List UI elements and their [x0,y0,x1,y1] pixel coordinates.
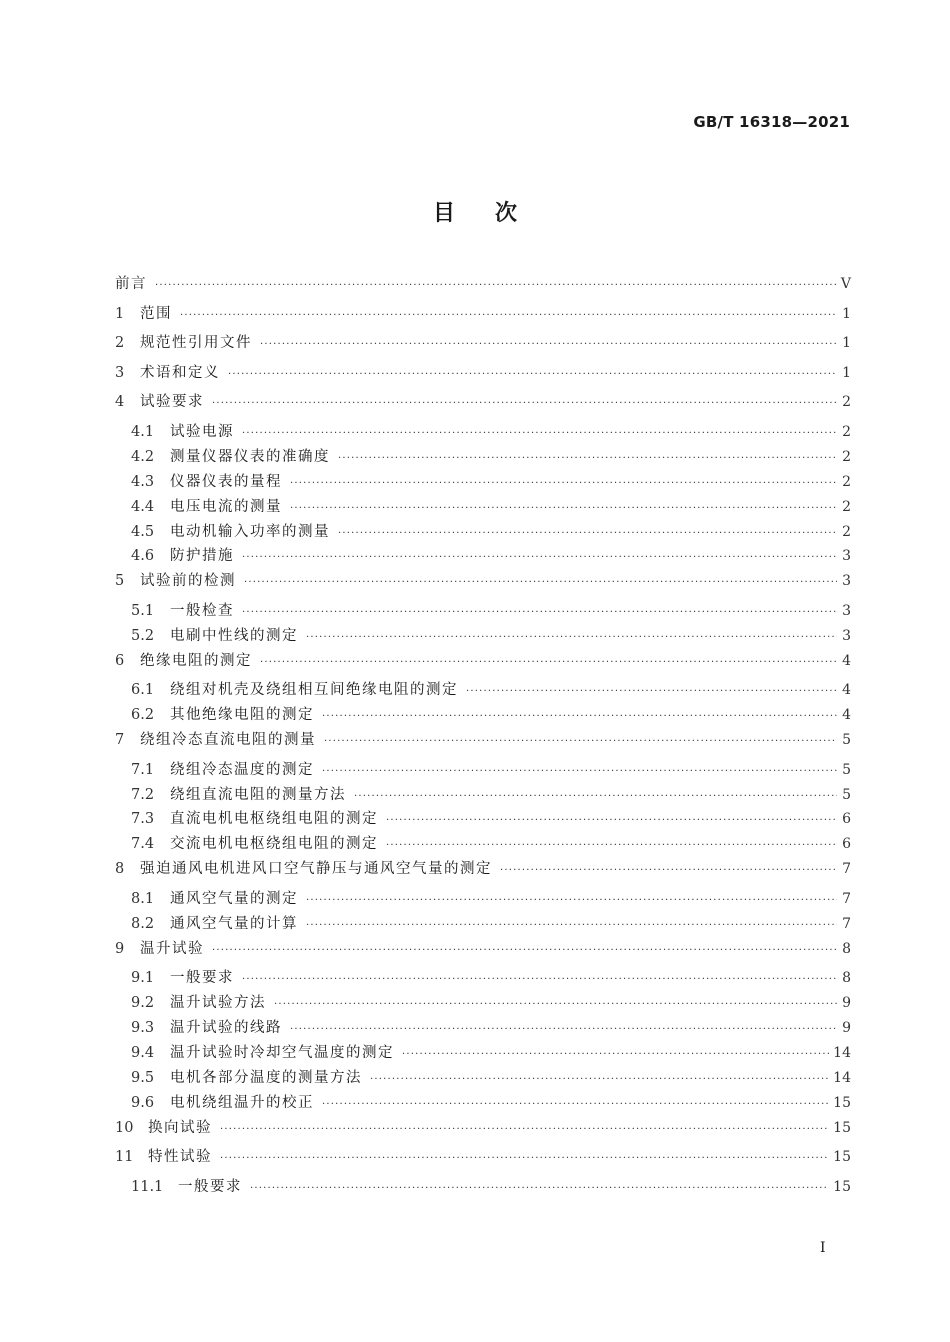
toc-entry[interactable] [115,1145,851,1175]
toc-entry[interactable] [115,569,851,599]
toc-leader-dots [155,280,837,291]
toc-entry-number: 2 [115,335,125,352]
toc-entry-number: 4.1 [131,423,155,440]
toc-leader-dots [322,711,837,722]
toc-entry-title: 电机各部分温度的测量方法 [170,1069,362,1086]
toc-leader-dots [338,453,837,464]
toc-leader-dots [180,310,837,321]
toc-entry-number: 7.2 [131,786,155,803]
toc-entry-title: 换向试验 [148,1119,212,1136]
toc-leader-dots [274,999,837,1010]
toc-entry[interactable] [115,1066,851,1091]
toc-leader-dots [242,974,837,985]
toc-leader-dots [324,736,837,747]
toc-entry-number: 9.1 [131,970,155,987]
toc-leader-dots [306,895,837,906]
toc-entry-number: 4.5 [131,523,155,540]
toc-entry-title: 一般检查 [170,602,234,619]
toc-entry[interactable] [115,470,851,495]
toc-entry-number: 9.3 [131,1019,155,1036]
toc-entry[interactable] [115,649,851,679]
toc-entry-number: 7.3 [131,811,155,828]
toc-entry[interactable] [115,420,851,445]
toc-leader-dots [290,503,837,514]
toc-entry[interactable] [115,937,851,967]
toc-entry-title: 绝缘电阻的测定 [140,652,252,669]
toc-entry-page: 15 [833,1149,851,1166]
toc-entry-page: 4 [842,707,851,724]
toc-entry-title: 电动机输入功率的测量 [170,523,330,540]
toc-entry-title: 温升试验时冷却空气温度的测定 [170,1044,394,1061]
table-of-contents [115,272,851,1200]
toc-entry-title: 仪器仪表的量程 [170,473,282,490]
toc-entry-title: 试验前的检测 [140,573,236,590]
toc-leader-dots [370,1074,829,1085]
toc-entry[interactable] [115,495,851,520]
toc-entry[interactable] [115,1175,851,1200]
toc-entry-title: 测量仪器仪表的准确度 [170,448,330,465]
toc-entry-page: 5 [842,786,851,803]
toc-entry-number: 7.4 [131,836,155,853]
toc-leader-dots [220,1124,829,1135]
toc-entry-number: 6 [115,652,125,669]
toc-leader-dots [386,840,837,851]
toc-entry-page: 14 [833,1069,851,1086]
toc-entry-page: 7 [842,890,851,907]
toc-leader-dots [242,552,837,563]
toc-entry-title: 电机绕组温升的校正 [170,1094,314,1111]
toc-leader-dots [212,398,837,409]
toc-entry-page: 5 [842,761,851,778]
toc-leader-dots [242,607,837,618]
page-title: 目次 [432,201,557,226]
toc-entry-page: Ⅴ [840,276,851,292]
toc-entry[interactable] [115,331,851,361]
toc-entry[interactable] [115,857,851,887]
toc-entry[interactable] [115,783,851,808]
toc-entry[interactable] [115,758,851,783]
toc-leader-dots [220,1153,829,1164]
toc-entry[interactable] [115,302,851,332]
toc-entry[interactable] [115,912,851,937]
toc-entry-page: 3 [842,548,851,565]
toc-entry-number: 1 [115,305,125,322]
toc-entry-page: 5 [842,732,851,749]
toc-entry[interactable] [115,361,851,391]
toc-leader-dots [338,528,837,539]
toc-entry-title: 温升试验 [140,940,204,957]
toc-entry-number: 11 [115,1149,134,1166]
toc-entry[interactable] [115,991,851,1016]
toc-entry-number: 9.5 [131,1069,155,1086]
toc-entry-page: 6 [842,811,851,828]
toc-entry-number: 4.2 [131,448,155,465]
toc-entry-title: 温升试验的线路 [170,1019,282,1036]
toc-entry-number: 4.6 [131,548,155,565]
toc-leader-dots [354,791,837,802]
toc-entry-page: 3 [842,627,851,644]
toc-entry[interactable] [115,966,851,991]
toc-entry-page: 2 [842,448,851,465]
toc-entry-title: 直流电机电枢绕组电阻的测定 [170,811,378,828]
toc-entry-number: 7 [115,732,125,749]
toc-entry[interactable] [115,599,851,624]
toc-entry-title: 绕组冷态温度的测定 [170,761,314,778]
toc-entry-number: 9.4 [131,1044,155,1061]
toc-entry-title: 规范性引用文件 [140,335,252,352]
toc-entry-number: 5.1 [131,602,155,619]
toc-entry-number: 9 [115,940,125,957]
toc-entry-page: 2 [842,498,851,515]
toc-entry-page: 7 [842,915,851,932]
toc-entry[interactable] [115,1016,851,1041]
toc-entry-page: 2 [842,523,851,540]
toc-entry[interactable] [115,807,851,832]
toc-leader-dots [466,686,837,697]
toc-entry-page: 2 [842,473,851,490]
toc-entry[interactable] [115,1091,851,1116]
toc-entry-title: 特性试验 [148,1149,212,1166]
toc-entry[interactable] [115,832,851,857]
toc-entry-number: 4.3 [131,473,155,490]
toc-leader-dots [244,577,837,588]
toc-entry-page: 1 [842,364,851,381]
toc-leader-dots [306,632,837,643]
toc-entry-number: 8 [115,861,125,878]
toc-entry-page: 7 [842,861,851,878]
toc-leader-dots [500,865,837,876]
toc-entry-title: 范围 [140,305,172,322]
toc-leader-dots [260,657,837,668]
toc-entry[interactable] [115,1116,851,1146]
toc-entry-title: 试验要求 [140,394,204,411]
toc-entry-title: 绕组直流电阻的测量方法 [170,786,346,803]
toc-entry-title: 绕组冷态直流电阻的测量 [140,732,316,749]
toc-entry-page: 15 [833,1119,851,1136]
toc-entry-title: 一般要求 [170,970,234,987]
toc-entry-page: 15 [833,1178,851,1195]
toc-entry-title: 防护措施 [170,548,234,565]
toc-entry-title: 通风空气量的计算 [170,915,298,932]
toc-entry-title: 前言 [115,276,147,292]
toc-leader-dots [306,920,837,931]
toc-entry-number: 9.2 [131,995,155,1012]
toc-entry-title: 电压电流的测量 [170,498,282,515]
toc-entry-number: 4 [115,394,125,411]
toc-entry-page: 2 [842,423,851,440]
toc-entry-number: 6.1 [131,682,155,699]
toc-entry-number: 6.2 [131,707,155,724]
toc-leader-dots [386,815,837,826]
toc-entry-title: 交流电机电枢绕组电阻的测定 [170,836,378,853]
standard-code: GB/T 16318—2021 [693,113,850,131]
toc-leader-dots [212,945,837,956]
toc-entry[interactable] [115,703,851,728]
toc-entry[interactable] [115,544,851,569]
toc-entry-page: 3 [842,573,851,590]
toc-leader-dots [322,1099,829,1110]
toc-entry-page: 9 [842,995,851,1012]
toc-leader-dots [228,369,837,380]
toc-entry[interactable] [115,1041,851,1066]
toc-leader-dots [250,1183,829,1194]
toc-entry-number: 7.1 [131,761,155,778]
toc-entry-number: 8.1 [131,890,155,907]
toc-entry-page: 4 [842,682,851,699]
toc-entry-page: 1 [842,305,851,322]
toc-entry[interactable] [115,520,851,545]
toc-entry-number: 3 [115,364,125,381]
toc-entry-page: 8 [842,940,851,957]
toc-entry-page: 6 [842,836,851,853]
toc-entry-page: 8 [842,970,851,987]
toc-entry-title: 强迫通风电机进风口空气静压与通风空气量的测定 [140,861,492,878]
toc-entry-number: 8.2 [131,915,155,932]
toc-entry-page: 15 [833,1094,851,1111]
toc-entry-number: 9.6 [131,1094,155,1111]
toc-entry-title: 一般要求 [178,1178,242,1195]
toc-entry[interactable] [115,728,851,758]
toc-entry[interactable] [115,272,851,302]
toc-leader-dots [402,1049,829,1060]
toc-entry-page: 1 [842,335,851,352]
toc-leader-dots [322,766,837,777]
toc-leader-dots [290,1024,837,1035]
toc-entry-number: 4.4 [131,498,155,515]
toc-entry[interactable] [115,390,851,420]
toc-entry-title: 通风空气量的测定 [170,890,298,907]
toc-entry-number: 5.2 [131,627,155,644]
toc-entry[interactable] [115,624,851,649]
toc-leader-dots [242,428,837,439]
toc-entry-number: 5 [115,573,125,590]
toc-entry-title: 电刷中性线的测定 [170,627,298,644]
toc-entry-title: 温升试验方法 [170,995,266,1012]
toc-leader-dots [290,478,837,489]
toc-entry[interactable] [115,678,851,703]
toc-leader-dots [260,339,837,350]
toc-entry-page: 9 [842,1019,851,1036]
toc-entry-page: 4 [842,652,851,669]
toc-entry-title: 术语和定义 [140,364,220,381]
toc-entry[interactable] [115,887,851,912]
toc-entry-number: 11.1 [131,1178,164,1195]
page-number: Ⅰ [820,1240,826,1256]
toc-entry-title: 其他绝缘电阻的测定 [170,707,314,724]
toc-entry-page: 2 [842,394,851,411]
toc-entry-page: 3 [842,602,851,619]
toc-entry-page: 14 [833,1044,851,1061]
toc-entry-number: 10 [115,1119,134,1136]
toc-entry-title: 绕组对机壳及绕组相互间绝缘电阻的测定 [170,682,458,699]
toc-entry[interactable] [115,445,851,470]
toc-entry-title: 试验电源 [170,423,234,440]
